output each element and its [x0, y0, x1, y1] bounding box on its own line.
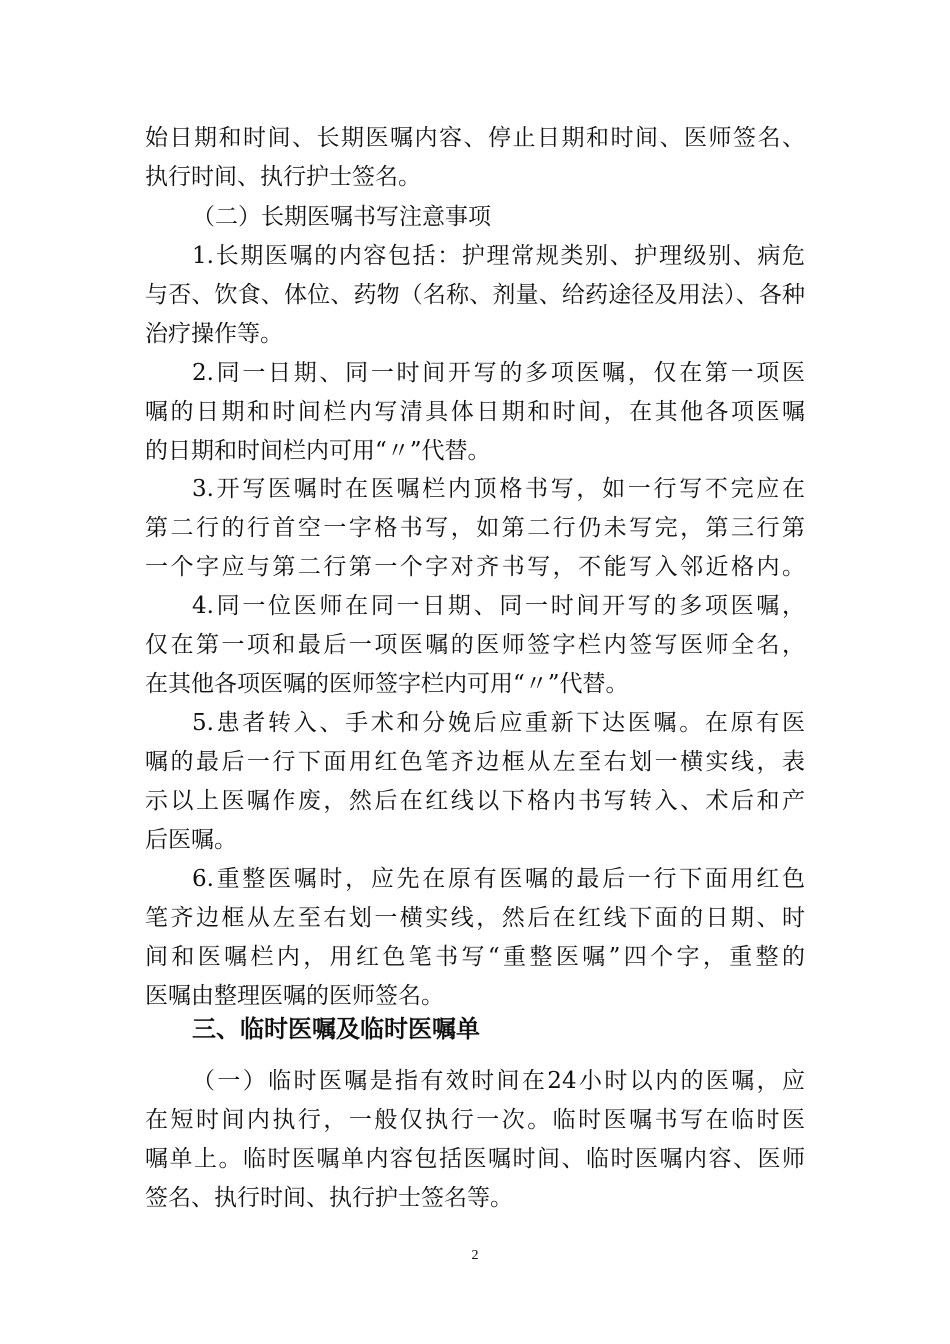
paragraph-line: 3.开写医嘱时在医嘱栏内顶格书写，如一行写不完应在: [192, 476, 805, 502]
paragraph-line: 执行时间、执行护士签名。: [145, 164, 421, 190]
paragraph-line: 第二行的行首空一字格书写，如第二行仍未写完，第三行第: [145, 515, 805, 541]
paragraph-line: 嘱的日期和时间栏内写清具体日期和时间，在其他各项医嘱: [145, 399, 805, 425]
paragraph-line: 医嘱由整理医嘱的医师签名。: [145, 983, 444, 1009]
paragraph-line: 嘱的最后一行下面用红色笔齐边框从左至右划一横实线，表: [145, 749, 805, 775]
paragraph-line: 4.同一位医师在同一日期、同一时间开写的多项医嘱，: [192, 593, 805, 619]
paragraph-line: 6.重整医嘱时，应先在原有医嘱的最后一行下面用红色: [192, 866, 805, 892]
paragraph-line: 后医嘱。: [145, 827, 237, 853]
subsection-heading: （二）长期医嘱书写注意事项: [192, 204, 491, 230]
paragraph-line: 间和医嘱栏内，用红色笔书写“重整医嘱”四个字，重整的: [145, 944, 805, 970]
paragraph-line: 2.同一日期、同一时间开写的多项医嘱，仅在第一项医: [192, 360, 805, 386]
paragraph-line: 5.患者转入、手术和分娩后应重新下达医嘱。在原有医: [192, 710, 805, 736]
section-heading: 三、临时医嘱及临时医嘱单: [192, 1015, 480, 1043]
paragraph-line: 一个字应与第二行第一个字对齐书写，不能写入邻近格内。: [145, 554, 805, 580]
paragraph-line: 在短时间内执行，一般仅执行一次。临时医嘱书写在临时医: [145, 1107, 805, 1133]
paragraph-line: 在其他各项医嘱的医师签字栏内可用“〃”代替。: [145, 671, 629, 697]
paragraph-line: 与否、饮食、体位、药物（名称、剂量、给药途径及用法）、各种: [145, 282, 805, 308]
paragraph-line: 仅在第一项和最后一项医嘱的医师签字栏内签写医师全名，: [145, 632, 805, 658]
paragraph-line: 笔齐边框从左至右划一横实线，然后在红线下面的日期、时: [145, 905, 805, 931]
paragraph-line: 示以上医嘱作废，然后在红线以下格内书写转入、术后和产: [145, 788, 805, 814]
paragraph-line: 签名、执行时间、执行护士签名等。: [145, 1185, 513, 1211]
paragraph-line: 1.长期医嘱的内容包括：护理常规类别、护理级别、病危: [192, 243, 805, 269]
paragraph-line: 治疗操作等。: [145, 321, 283, 347]
paragraph-line: 嘱单上。临时医嘱单内容包括医嘱时间、临时医嘱内容、医师: [145, 1146, 805, 1172]
page-number: 2: [471, 1248, 479, 1263]
paragraph-line: 始日期和时间、长期医嘱内容、停止日期和时间、医师签名、: [145, 125, 805, 151]
paragraph-line: 的日期和时间栏内可用“〃”代替。: [145, 438, 491, 464]
paragraph-line: （一）临时医嘱是指有效时间在24小时以内的医嘱，应: [192, 1068, 805, 1094]
